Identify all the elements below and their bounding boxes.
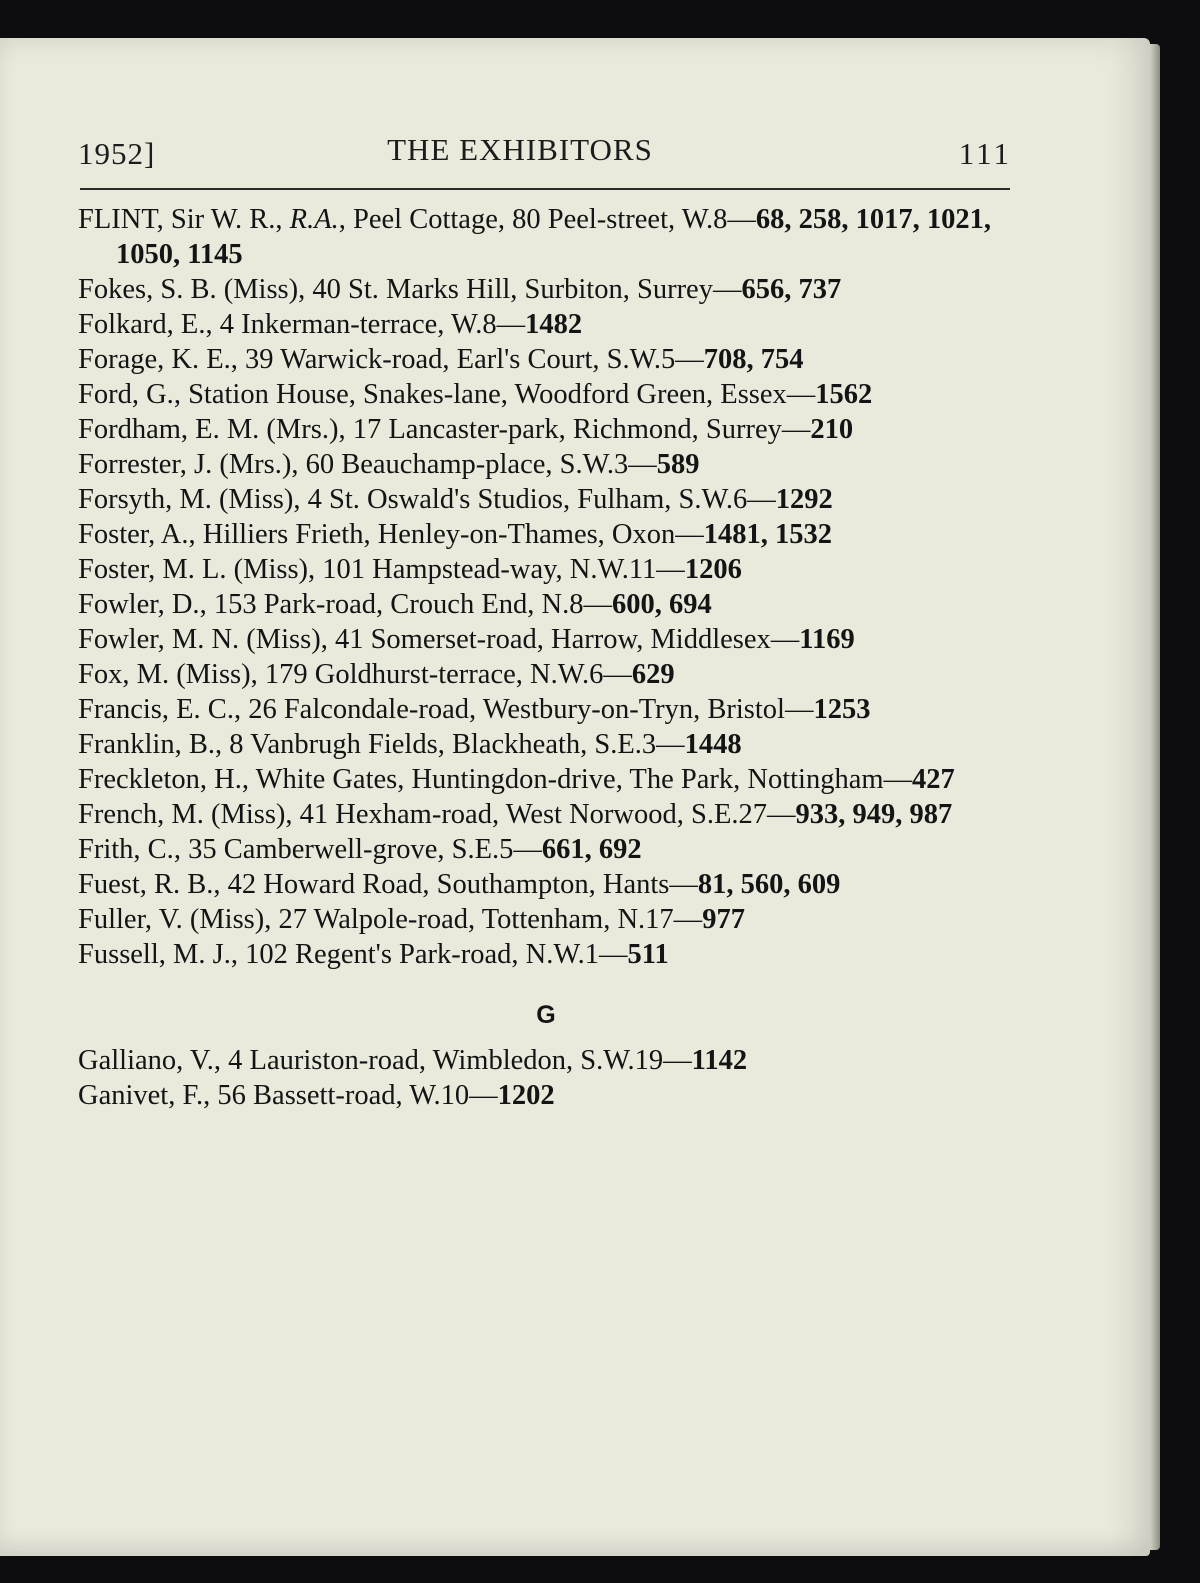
entry-numbers: 1202 bbox=[497, 1080, 555, 1111]
entry-honour: R.A. bbox=[289, 204, 339, 235]
entry-numbers: 1448 bbox=[684, 729, 742, 760]
list-item bbox=[78, 657, 1014, 692]
entry-numbers: 511 bbox=[627, 939, 669, 970]
entry-name: Fowler, D. bbox=[78, 589, 200, 620]
list-item bbox=[78, 902, 1014, 937]
exhibitor-list bbox=[78, 202, 1014, 1113]
entry-address: , 8 Vanbrugh Fields, Blackheath, S.E.3— bbox=[214, 729, 685, 760]
list-item bbox=[78, 587, 1014, 622]
entry-address: , Hilliers Frieth, Henley-on-Thames, Oxon— bbox=[188, 519, 704, 550]
entry-numbers: 589 bbox=[656, 449, 700, 480]
entry-numbers: 933, 949, 987 bbox=[795, 799, 953, 830]
entry-name: Galliano, V. bbox=[78, 1045, 214, 1076]
running-header bbox=[78, 128, 1012, 178]
entry-name: Foster, A. bbox=[78, 519, 189, 550]
entry-numbers: 1169 bbox=[799, 624, 855, 655]
entry-address: , 60 Beauchamp-place, S.W.3— bbox=[291, 449, 657, 480]
entry-address: , White Gates, Huntingdon-drive, The Park, Nottingham— bbox=[241, 764, 913, 795]
entry-name: Ford, G. bbox=[78, 379, 174, 410]
list-item bbox=[78, 727, 1014, 762]
entry-name: Fowler, M. N. (Miss) bbox=[78, 624, 321, 655]
entry-address: , 102 Regent's Park-road, N.W.1— bbox=[230, 939, 628, 970]
entry-numbers: 708, 754 bbox=[703, 344, 804, 375]
entry-address: , 179 Goldhurst-terrace, N.W.6— bbox=[250, 659, 632, 690]
section-heading-g: G bbox=[536, 1001, 556, 1029]
entry-numbers: 661, 692 bbox=[541, 834, 642, 865]
list-item bbox=[78, 937, 1014, 972]
entry-name: Fuller, V. (Miss) bbox=[78, 904, 265, 935]
entry-name: Folkard, E. bbox=[78, 309, 206, 340]
entry-address: , 26 Falcondale-road, Westbury-on-Tryn, Bristol— bbox=[233, 694, 814, 725]
entry-address: , 4 Lauriston-road, Wimbledon, S.W.19— bbox=[213, 1045, 692, 1076]
list-item bbox=[78, 797, 1014, 832]
list-item bbox=[78, 272, 1014, 307]
list-item bbox=[78, 517, 1014, 552]
entry-numbers: 210 bbox=[810, 414, 854, 445]
list-item bbox=[78, 1078, 1014, 1113]
entry-numbers: 600, 694 bbox=[611, 589, 712, 620]
entry-address: , Station House, Snakes-lane, Woodford Green, Essex— bbox=[173, 379, 816, 410]
entry-address: , 101 Hampstead-way, N.W.11— bbox=[308, 554, 685, 585]
entry-name: French, M. (Miss) bbox=[78, 799, 286, 830]
entry-name: Fox, M. (Miss) bbox=[78, 659, 251, 690]
entry-numbers: 68, 258, 1017, 1021, 1050, 1145 bbox=[116, 204, 992, 270]
list-item bbox=[78, 692, 1014, 727]
entry-name: Forrester, J. (Mrs.) bbox=[78, 449, 292, 480]
entry-numbers: 629 bbox=[631, 659, 675, 690]
list-item bbox=[78, 412, 1014, 447]
entry-numbers: 1206 bbox=[684, 554, 742, 585]
entry-name: Forsyth, M. (Miss) bbox=[78, 484, 294, 515]
list-item bbox=[78, 202, 1014, 272]
list-item bbox=[78, 482, 1014, 517]
entry-name: Fokes, S. B. (Miss) bbox=[78, 274, 299, 305]
entry-name: Freckleton, H. bbox=[78, 764, 242, 795]
entry-name: Frith, C. bbox=[78, 834, 174, 865]
header-rule bbox=[80, 188, 1010, 190]
entry-name: Fussell, M. J. bbox=[78, 939, 231, 970]
list-item bbox=[78, 377, 1014, 412]
list-item bbox=[78, 867, 1014, 902]
entry-numbers: 427 bbox=[912, 764, 955, 795]
entry-numbers: 1481, 1532 bbox=[703, 519, 833, 550]
entry-name: Fordham, E. M. (Mrs.) bbox=[78, 414, 339, 445]
entry-address: , 27 Walpole-road, Tottenham, N.17— bbox=[264, 904, 703, 935]
list-item bbox=[78, 1043, 1014, 1078]
entry-numbers: 656, 737 bbox=[741, 274, 842, 305]
entry-name: Francis, E. C. bbox=[78, 694, 234, 725]
list-item bbox=[78, 342, 1014, 377]
entry-address: , 17 Lancaster-park, Richmond, Surrey— bbox=[338, 414, 811, 445]
entry-address: , 40 St. Marks Hill, Surbiton, Surrey— bbox=[298, 274, 742, 305]
entry-address: , Peel Cottage, 80 Peel-street, W.8— bbox=[338, 204, 756, 235]
list-item bbox=[78, 832, 1014, 867]
entry-numbers: 1292 bbox=[775, 484, 833, 515]
header-year: 1952] bbox=[78, 136, 156, 171]
entry-address: , 153 Park-road, Crouch End, N.8— bbox=[199, 589, 612, 620]
page-edge bbox=[1150, 44, 1160, 1550]
list-item bbox=[78, 622, 1014, 657]
page-number: 111 bbox=[958, 136, 1012, 171]
entry-address: , 35 Camberwell-grove, S.E.5— bbox=[173, 834, 542, 865]
entry-numbers: 81, 560, 609 bbox=[697, 869, 841, 900]
entry-address: , 4 Inkerman-terrace, W.8— bbox=[205, 309, 526, 340]
list-item bbox=[78, 307, 1014, 342]
list-item bbox=[78, 447, 1014, 482]
entry-address: , 41 Hexham-road, West Norwood, S.E.27— bbox=[285, 799, 796, 830]
entry-numbers: 1142 bbox=[691, 1045, 748, 1076]
list-item bbox=[78, 762, 1014, 797]
entry-address: , 42 Howard Road, Southampton, Hants— bbox=[213, 869, 698, 900]
entry-numbers: 1482 bbox=[525, 309, 583, 340]
entry-name: Fuest, R. B. bbox=[78, 869, 214, 900]
entry-address: , 56 Bassett-road, W.10— bbox=[203, 1080, 498, 1111]
entry-name: Foster, M. L. (Miss) bbox=[78, 554, 309, 585]
entry-numbers: 977 bbox=[702, 904, 745, 935]
entry-numbers: 1562 bbox=[815, 379, 873, 410]
entry-address: , 4 St. Oswald's Studios, Fulham, S.W.6— bbox=[293, 484, 776, 515]
entry-name: Ganivet, F. bbox=[78, 1080, 204, 1111]
entry-address: , 39 Warwick-road, Earl's Court, S.W.5— bbox=[230, 344, 704, 375]
entry-numbers: 1253 bbox=[813, 694, 871, 725]
list-item bbox=[78, 552, 1014, 587]
entry-name: Forage, K. E. bbox=[78, 344, 231, 375]
page-title: THE EXHIBITORS bbox=[387, 132, 653, 167]
entry-name: FLINT, Sir W. R., bbox=[78, 204, 290, 235]
entry-address: , 41 Somerset-road, Harrow, Middlesex— bbox=[320, 624, 800, 655]
entry-name: Franklin, B. bbox=[78, 729, 215, 760]
